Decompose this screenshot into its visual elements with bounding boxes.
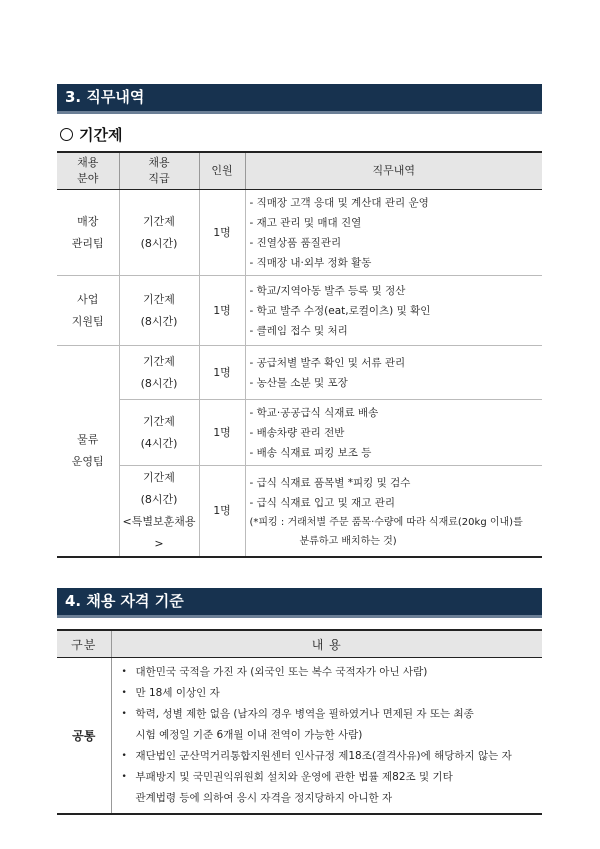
- duty-note: (*피킹 : 거래처별 주문 품목·수량에 따라 식재료(20kg 이내)를: [249, 516, 523, 528]
- bullet-icon: •: [121, 688, 127, 698]
- job-count: 1명: [199, 466, 245, 558]
- qualification-item: [122, 746, 537, 767]
- header-field: 채용 분야: [57, 152, 119, 190]
- duty-item: - 농산물 소분 및 포장: [249, 377, 348, 389]
- bullet-icon: [122, 788, 136, 809]
- qualification-text: 관계법령 등에 의하여 응시 자격을 정지당하지 아니한 자: [135, 792, 393, 804]
- qualifications-row: [57, 658, 542, 815]
- duty-item: - 배송차량 관리 전반: [249, 427, 345, 439]
- duty-item: - 재고 관리 및 매대 진열: [249, 217, 362, 229]
- duty-note: 분류하고 배치하는 것): [299, 535, 397, 547]
- qualification-text: 만 18세 이상인 자: [135, 687, 220, 699]
- job-duties: [245, 400, 542, 466]
- qualification-text: 부패방지 및 국민권익위원회 설치와 운영에 관한 법률 제82조 및 기타: [135, 771, 453, 783]
- bullet-icon: •: [121, 667, 127, 677]
- qualifications-header: [57, 630, 542, 658]
- qualification-item: [122, 767, 537, 788]
- qualification-text: 시험 예정일 기준 6개월 이내 전역이 가능한 사람): [135, 729, 363, 741]
- job-row: [57, 466, 542, 558]
- jobs-table-body: [57, 190, 542, 558]
- job-field: 사업 지원팀: [57, 276, 119, 346]
- job-duties: [245, 346, 542, 400]
- qualification-text: 학력, 성별 제한 없음 (남자의 경우 병역을 필하였거나 면제된 자 또는 최종: [135, 708, 474, 720]
- duty-item: - 직매장 내·외부 정화 활동: [249, 257, 372, 269]
- job-row: [57, 400, 542, 466]
- duty-item: - 직매장 고객 응대 및 계산대 관리 운영: [249, 197, 429, 209]
- category-common: 공통: [57, 658, 111, 815]
- job-duties: [245, 190, 542, 276]
- qualification-text: 대한민국 국적을 가진 자 (외국인 또는 복수 국적자가 아닌 사람): [135, 666, 428, 678]
- duty-item: - 학교·공공급식 식재료 배송: [249, 407, 379, 419]
- header-content: 내 용: [111, 630, 542, 658]
- section-4-title: 4. 채용 자격 기준: [65, 592, 184, 610]
- section-4-header: [57, 588, 542, 618]
- job-count: 1명: [199, 276, 245, 346]
- job-count: 1명: [199, 346, 245, 400]
- jobs-table: [57, 151, 542, 558]
- duty-item: - 급식 식재료 입고 및 재고 관리: [249, 496, 396, 509]
- qualification-text: 재단법인 군산먹거리통합지원센터 인사규정 제18조(결격사유)에 해당하지 않는 자: [135, 750, 512, 762]
- job-count: 1명: [199, 400, 245, 466]
- jobs-table-header: [57, 152, 542, 190]
- job-row: [57, 276, 542, 346]
- job-duties: [245, 466, 542, 558]
- subheading-label: 기간제: [79, 126, 123, 144]
- header-category: 구분: [57, 630, 111, 658]
- subheading: [60, 124, 122, 145]
- section-3-header: [57, 84, 542, 114]
- qualification-item: [122, 725, 537, 746]
- job-field: 매장 관리팀: [57, 190, 119, 276]
- section-3-title: 3. 직무내역: [65, 88, 145, 106]
- job-row: [57, 346, 542, 400]
- duty-item: - 클레임 접수 및 처리: [249, 325, 348, 337]
- header-count: 인원: [199, 152, 245, 190]
- duty-item: - 학교/지역아동 발주 등록 및 정산: [249, 285, 406, 297]
- qualification-item: [122, 683, 537, 704]
- job-field: 물류 운영팀: [57, 346, 119, 558]
- job-rank: 기간제 (8시간): [119, 190, 199, 276]
- bullet-icon: •: [121, 751, 127, 761]
- job-rank: 기간제 (8시간) <특별보훈채용>: [119, 466, 199, 558]
- qualification-item: [122, 788, 537, 809]
- job-row: [57, 190, 542, 276]
- bullet-icon: •: [121, 709, 127, 719]
- duty-item: - 진열상품 품질관리: [249, 237, 342, 249]
- duty-item: - 공급처별 발주 확인 및 서류 관리: [249, 357, 406, 369]
- job-rank: 기간제 (8시간): [119, 346, 199, 400]
- job-count: 1명: [199, 190, 245, 276]
- qualification-item: [122, 662, 537, 683]
- bullet-icon: [122, 725, 136, 746]
- qualifications-table: [57, 629, 542, 815]
- circle-icon: [60, 128, 73, 141]
- header-duties: 직무내역: [245, 152, 542, 190]
- qualifications-list: [111, 658, 542, 815]
- duty-item: - 배송 식재료 피킹 보조 등: [249, 447, 372, 459]
- bullet-icon: •: [121, 772, 127, 782]
- job-duties: [245, 276, 542, 346]
- job-rank: 기간제 (8시간): [119, 276, 199, 346]
- job-rank: 기간제 (4시간): [119, 400, 199, 466]
- qualification-item: [122, 704, 537, 725]
- duty-item: - 학교 발주 수정(eat,로컬이츠) 및 확인: [249, 305, 431, 317]
- duty-item: - 급식 식재료 품목별 *피킹 및 검수: [249, 476, 411, 489]
- header-rank: 채용 직급: [119, 152, 199, 190]
